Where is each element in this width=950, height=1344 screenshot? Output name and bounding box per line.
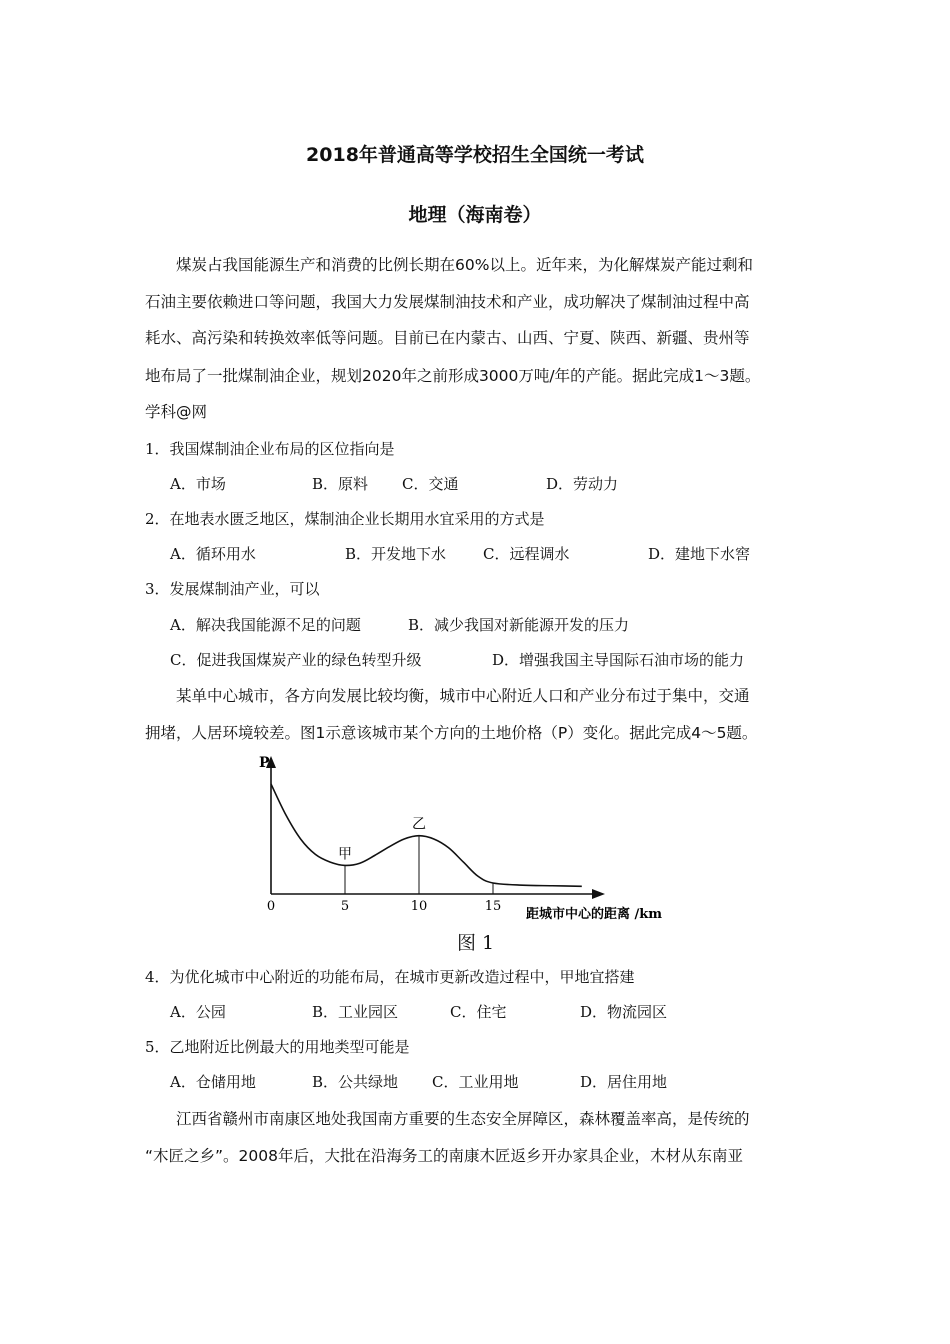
price-curve [271, 784, 582, 886]
passage-3-line: 江西省赣州市南康区地处我国南方重要的生态安全屏障区，森林覆盖率高，是传统的 [176, 1110, 750, 1128]
passage-1-line: 学科@网 [145, 403, 208, 421]
question-4-option-b[interactable]: B．工业园区 [312, 1003, 399, 1021]
passage-2-line: 拥堵，人居环境较差。图1示意该城市某个方向的土地价格（P）变化。据此完成4～5题。 [145, 724, 758, 742]
question-1-option-a[interactable]: A．市场 [170, 475, 226, 493]
x-tick-label: 10 [410, 899, 428, 914]
passage-2-line: 某单中心城市，各方向发展比较均衡，城市中心附近人口和产业分布过于集中，交通 [176, 687, 750, 705]
question-2-option-c[interactable]: C．远程调水 [483, 545, 570, 563]
passage-3-line: “木匠之乡”。2008年后，大批在沿海务工的南康木匠返乡开办家具企业，木材从东南亚 [145, 1147, 744, 1165]
question-4-option-d[interactable]: D．物流园区 [580, 1003, 668, 1021]
question-5-option-b[interactable]: B．公共绿地 [312, 1073, 399, 1091]
question-2-option-d[interactable]: D．建地下水窖 [648, 545, 751, 563]
question-5-stem: 5．乙地附近比例最大的用地类型可能是 [145, 1038, 410, 1056]
question-4-stem: 4．为优化城市中心附近的功能布局，在城市更新改造过程中，甲地宜搭建 [145, 968, 635, 986]
annotations [338, 817, 426, 863]
question-5-option-a[interactable]: A．仓储用地 [170, 1073, 256, 1091]
exam-subtitle: 地理（海南卷） [408, 204, 542, 226]
x-ticks [267, 899, 501, 914]
figure-1-chart [250, 752, 710, 924]
passage-1-line: 石油主要依赖进口等问题，我国大力发展煤制油技术和产业，成功解决了煤制油过程中高 [145, 293, 750, 311]
x-tick-label: 15 [484, 899, 502, 914]
passage-1-line: 地布局了一批煤制油企业，规划2020年之前形成3000万吨/年的产能。据此完成1～3题。 [145, 367, 761, 385]
question-3-option-a[interactable]: A．解决我国能源不足的问题 [170, 616, 361, 634]
question-1-option-b[interactable]: B．原料 [312, 475, 369, 493]
question-4-option-a[interactable]: A．公园 [170, 1003, 226, 1021]
question-1-stem: 1．我国煤制油企业布局的区位指向是 [145, 440, 395, 458]
question-2-option-a[interactable]: A．循环用水 [170, 545, 256, 563]
question-2-option-b[interactable]: B．开发地下水 [345, 545, 447, 563]
x-axis-label: 距城市中心的距离 /km [526, 907, 663, 922]
question-4-option-c[interactable]: C．住宅 [450, 1003, 507, 1021]
point-label: 乙 [412, 816, 426, 833]
question-1-option-d[interactable]: D．劳动力 [546, 475, 619, 493]
figure-1-caption: 图 1 [457, 932, 495, 954]
question-3-stem: 3．发展煤制油产业，可以 [145, 580, 320, 598]
question-2-stem: 2．在地表水匮乏地区，煤制油企业长期用水宜采用的方式是 [145, 510, 545, 528]
question-3-option-d[interactable]: D．增强我国主导国际石油市场的能力 [492, 651, 745, 669]
exam-title: 2018年普通高等学校招生全国统一考试 [306, 144, 644, 166]
guide-lines [345, 836, 493, 894]
x-tick-label: 0 [266, 899, 276, 914]
question-5-option-c[interactable]: C．工业用地 [432, 1073, 519, 1091]
question-5-option-d[interactable]: D．居住用地 [580, 1073, 668, 1091]
x-tick-label: 5 [340, 899, 350, 914]
question-3-option-b[interactable]: B．减少我国对新能源开发的压力 [408, 616, 630, 634]
x-axis-arrow [592, 889, 605, 899]
question-1-option-c[interactable]: C．交通 [402, 475, 459, 493]
y-axis-label: P [259, 755, 270, 771]
question-3-option-c[interactable]: C．促进我国煤炭产业的绿色转型升级 [170, 651, 422, 669]
passage-1-line: 耗水、高污染和转换效率低等问题。目前已在内蒙古、山西、宁夏、陕西、新疆、贵州等 [145, 329, 750, 347]
point-label: 甲 [338, 846, 352, 863]
passage-1-line: 煤炭占我国能源生产和消费的比例长期在60%以上。近年来，为化解煤炭产能过剩和 [176, 256, 753, 274]
